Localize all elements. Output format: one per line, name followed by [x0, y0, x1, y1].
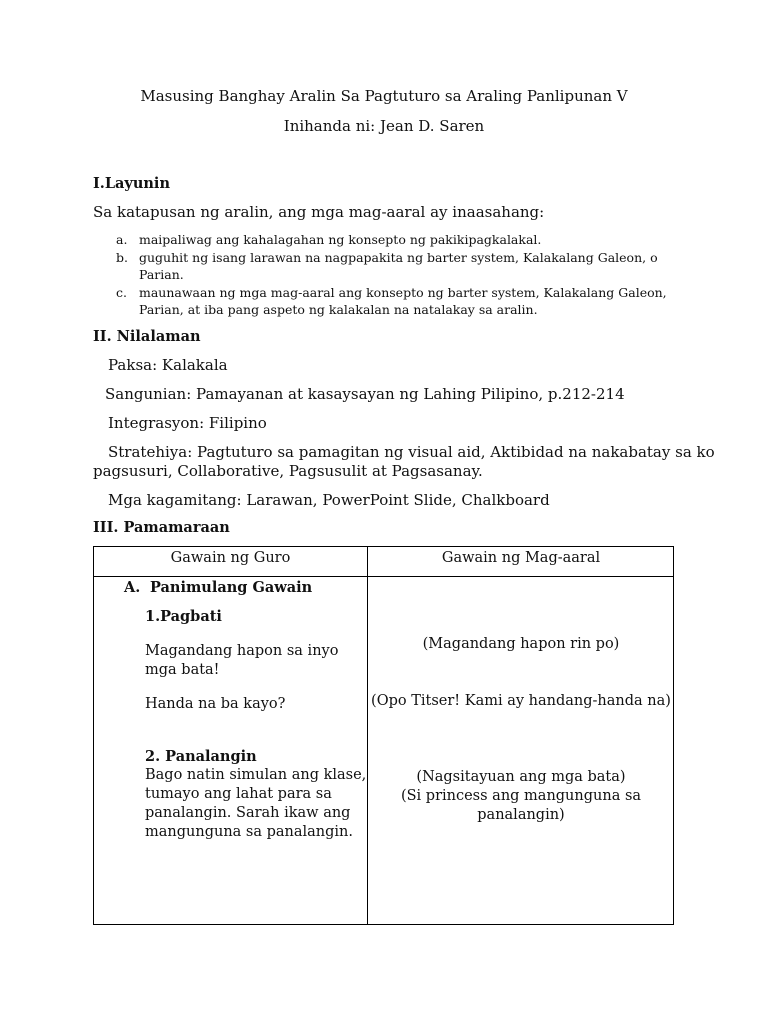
column-header-mag-aaral: Gawain ng Mag-aaral: [441, 550, 601, 566]
panalangin-title: 2. Panalangin: [145, 748, 257, 765]
list-item-line: Parian.: [139, 267, 184, 282]
panalangin-line: panalangin. Sarah ikaw ang: [145, 805, 351, 821]
response-panalangin-line: (Si princess ang mangunguna sa: [400, 788, 642, 804]
integrasyon-text: Integrasyon: Filipino: [108, 414, 267, 432]
table-header-divider: [94, 576, 673, 577]
document-title: Masusing Banghay Aralin Sa Pagtuturo sa Araling Panlipunan V: [140, 87, 628, 105]
handa-question: Handa na ba kayo?: [145, 696, 286, 712]
pagbati-title: 1.Pagbati: [145, 608, 222, 625]
response-handa: (Opo Titser! Kami ay handang-handa na): [371, 693, 671, 709]
panalangin-line: Bago natin simulan ang klase,: [145, 767, 367, 783]
list-marker: b.: [116, 250, 128, 265]
pagbati-line: Magandang hapon sa inyo: [145, 643, 339, 659]
section-marker: A.: [124, 579, 141, 596]
kagamitan-text: Mga kagamitang: Larawan, PowerPoint Slide, Chalkboard: [108, 491, 550, 509]
list-item-line: guguhit ng isang larawan na nagpapakita ng barter system, Kalakalang Galeon, o: [139, 250, 658, 265]
list-item-line: Parian, at iba pang aspeto ng kalakalan na natalakay sa aralin.: [139, 302, 538, 317]
sangunian-text: Sangunian: Pamayanan at kasaysayan ng Lahing Pilipino, p.212-214: [105, 385, 625, 403]
response-panalangin-line: panalangin): [477, 807, 565, 823]
list-item-line: maunawaan ng mga mag-aaral ang konsepto ng barter system, Kalakalang Galeon,: [139, 285, 667, 300]
list-marker: c.: [116, 285, 127, 300]
pagbati-line: mga bata!: [145, 662, 220, 678]
layunin-heading: I.Layunin: [93, 175, 170, 192]
column-header-guro: Gawain ng Guro: [170, 550, 291, 566]
panalangin-line: tumayo ang lahat para sa: [145, 786, 332, 802]
response-pagbati: (Magandang hapon rin po): [422, 636, 620, 652]
layunin-intro: Sa katapusan ng aralin, ang mga mag-aaral ay inaasahang:: [93, 203, 545, 221]
pamamaraan-table: [93, 546, 674, 925]
nilalaman-heading: II. Nilalaman: [93, 328, 201, 345]
section-title: Panimulang Gawain: [150, 579, 313, 596]
table-column-divider: [367, 547, 368, 924]
stratehiya-text: Stratehiya: Pagtuturo sa pamagitan ng visual aid, Aktibidad na nakabatay sa ko: [108, 443, 715, 461]
panalangin-line: mangunguna sa panalangin.: [145, 824, 353, 840]
list-item-line: maipaliwag ang kahalagahan ng konsepto ng pakikipagkalakal.: [139, 232, 542, 247]
paksa-text: Paksa: Kalakala: [108, 356, 228, 374]
stratehiya-text-cont: pagsusuri, Collaborative, Pagsusulit at Pagsasanay.: [93, 462, 483, 480]
pamamaraan-heading: III. Pamamaraan: [93, 519, 230, 536]
response-panalangin-line: (Nagsitayuan ang mga bata): [416, 769, 626, 785]
list-marker: a.: [116, 232, 128, 247]
document-author: Inihanda ni: Jean D. Saren: [283, 117, 485, 135]
